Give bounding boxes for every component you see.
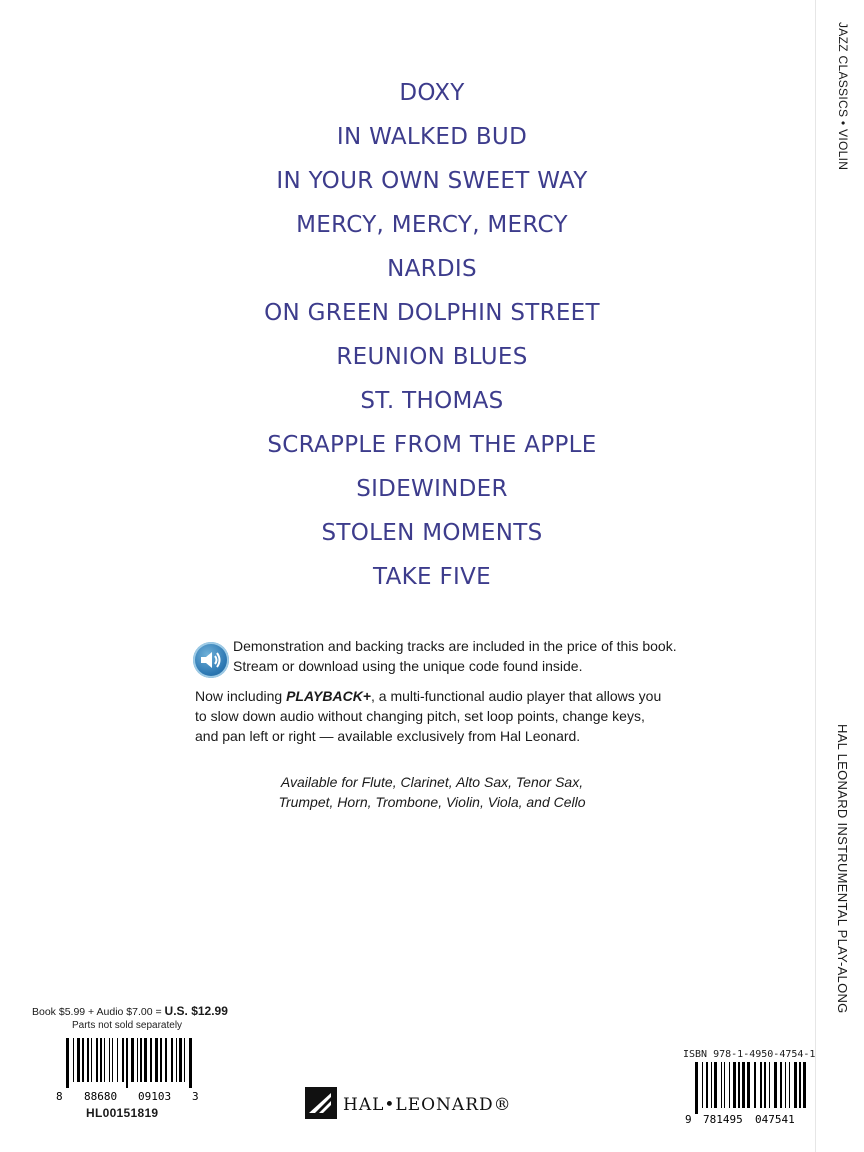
barcode-bar xyxy=(137,1038,138,1082)
song-title: TAKE FIVE xyxy=(373,564,491,590)
available-line: Available for Flute, Clarinet, Alto Sax, Tenor Sax, xyxy=(280,774,584,790)
barcode-bar xyxy=(714,1062,717,1108)
barcode-bar xyxy=(160,1038,162,1082)
playback-prefix: Now including xyxy=(195,688,287,704)
upc-right-digits: 09103 xyxy=(138,1090,172,1102)
upc-lead-digit: 8 xyxy=(56,1090,63,1102)
barcode-bar xyxy=(150,1038,152,1082)
barcode-bar xyxy=(738,1062,740,1108)
price-total: U.S. $12.99 xyxy=(164,1004,228,1018)
speaker-icon xyxy=(193,642,229,678)
playback-suffix: , a multi-functional audio player that allows you xyxy=(370,688,662,704)
playback-description xyxy=(195,686,695,746)
barcode-bar xyxy=(789,1062,790,1108)
barcode-bar xyxy=(702,1062,703,1108)
barcode-bar xyxy=(799,1062,801,1108)
barcode-bar xyxy=(803,1062,806,1108)
isbn-left-digits: 781495 xyxy=(703,1113,743,1126)
upc-left-digits: 88680 xyxy=(84,1090,118,1102)
barcode-bar xyxy=(122,1038,124,1082)
song-title: REUNION BLUES xyxy=(336,344,528,370)
barcode-bar xyxy=(721,1062,722,1108)
barcode-bar xyxy=(66,1038,69,1088)
barcode-bar xyxy=(747,1062,750,1108)
catalog-number: HL00151819 xyxy=(86,1106,159,1120)
song-title: IN WALKED BUD xyxy=(336,124,528,150)
barcode-bar xyxy=(760,1062,762,1108)
available-line: Trumpet, Horn, Trombone, Violin, Viola, and Cello xyxy=(278,794,586,810)
barcode-bar xyxy=(104,1038,105,1082)
barcode-bar xyxy=(774,1062,777,1108)
barcode-bar xyxy=(126,1038,128,1088)
barcode-bar xyxy=(112,1038,113,1082)
hal-leonard-wordmark: HAL•LEONARD® xyxy=(343,1095,512,1115)
barcode-bar xyxy=(706,1062,708,1108)
barcode-bar xyxy=(184,1038,185,1082)
barcode-bar xyxy=(711,1062,712,1108)
song-title: STOLEN MOMENTS xyxy=(321,520,543,546)
barcode-bar xyxy=(155,1038,158,1082)
barcode-bar xyxy=(144,1038,147,1082)
isbn-lead-digit: 9 xyxy=(685,1113,692,1126)
playback-line: to slow down audio without changing pitch, set loop points, change keys, xyxy=(195,708,645,724)
barcode-bar xyxy=(171,1038,173,1082)
song-title: SCRAPPLE FROM THE APPLE xyxy=(267,432,597,458)
barcode-bar xyxy=(742,1062,745,1108)
barcode-bar xyxy=(733,1062,736,1108)
playback-line: and pan left or right — available exclusively from Hal Leonard. xyxy=(195,728,581,744)
song-title: ON GREEN DOLPHIN STREET xyxy=(264,300,600,326)
available-instruments xyxy=(0,772,864,812)
barcode-bar xyxy=(91,1038,92,1082)
barcode-bar xyxy=(96,1038,98,1082)
playback-brand: PLAYBACK+ xyxy=(286,688,371,704)
barcode-bar xyxy=(754,1062,756,1108)
song-title: SIDEWINDER xyxy=(356,476,508,502)
upc-barcode xyxy=(54,1038,204,1102)
price-line xyxy=(32,1004,228,1018)
barcode-bar xyxy=(729,1062,730,1108)
barcode-bar xyxy=(109,1038,110,1082)
song-title: ST. THOMAS xyxy=(360,388,504,414)
audio-info-line: Demonstration and backing tracks are included in the price of this book. xyxy=(233,638,677,654)
barcode-bar xyxy=(179,1038,182,1082)
upc-check-digit: 3 xyxy=(192,1090,199,1102)
barcode-bar xyxy=(724,1062,725,1108)
song-title: IN YOUR OWN SWEET WAY xyxy=(276,168,588,194)
isbn-label: ISBN 978-1-4950-4754-1 xyxy=(683,1049,816,1060)
barcode-bar xyxy=(764,1062,766,1108)
song-title: NARDIS xyxy=(387,256,477,282)
barcode-bar xyxy=(117,1038,118,1082)
song-title: MERCY, MERCY, MERCY xyxy=(296,212,568,238)
price-note: Parts not sold separately xyxy=(72,1020,183,1031)
barcode-bar xyxy=(769,1062,770,1108)
barcode-bar xyxy=(785,1062,786,1108)
barcode-bar xyxy=(131,1038,134,1082)
song-title: DOXY xyxy=(399,80,465,106)
barcode-bar xyxy=(176,1038,177,1082)
barcode-bar xyxy=(189,1038,192,1088)
barcode-bar xyxy=(165,1038,167,1082)
isbn-barcode xyxy=(683,1062,813,1126)
hal-leonard-logo-mark xyxy=(305,1087,337,1119)
spine-publisher-series: HAL LEONARD INSTRUMENTAL PLAY-ALONG xyxy=(835,724,850,1014)
barcode-bar xyxy=(695,1062,698,1114)
price-breakdown: Book $5.99 + Audio $7.00 = xyxy=(32,1006,165,1018)
isbn-right-digits: 047541 xyxy=(755,1113,795,1126)
audio-info-line: Stream or download using the unique code found inside. xyxy=(233,658,583,674)
barcode-bar xyxy=(82,1038,84,1082)
barcode-bar xyxy=(780,1062,782,1108)
barcode-bar xyxy=(87,1038,89,1082)
barcode-bar xyxy=(77,1038,80,1082)
barcode-bar xyxy=(794,1062,797,1108)
barcode-bar xyxy=(73,1038,74,1082)
barcode-bar xyxy=(100,1038,102,1082)
spine-series-title: JAZZ CLASSICS • VIOLIN xyxy=(836,22,850,171)
song-list xyxy=(0,74,864,602)
barcode-bar xyxy=(140,1038,142,1082)
